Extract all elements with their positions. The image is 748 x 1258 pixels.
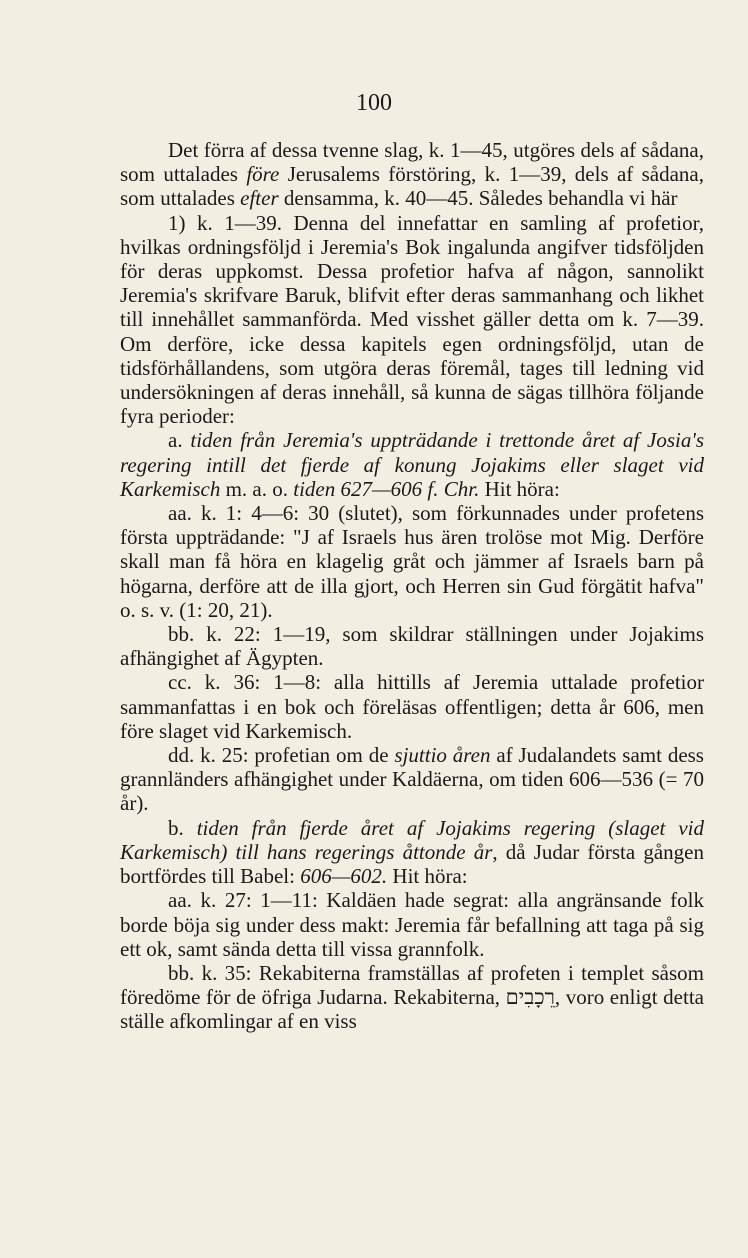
- paragraph-intro: [120, 138, 704, 211]
- paragraph-period-a: [120, 428, 704, 501]
- paragraph-dd: [120, 743, 704, 816]
- text-run: Hit höra:: [479, 476, 560, 501]
- text-run: Det förra af dessa tvenne slag, k. 1—45, utgöres dels af sådana, som uttalades: [120, 138, 704, 187]
- emphasis: före: [246, 162, 280, 187]
- paragraph-section-1: 1) k. 1—39. Denna del innefattar en samling af profetior, hvilkas ordningsföljd i Jeremia's Bok ingalunda angifver tidsföljden för deras uppkomst. Dessa profetior hafva af någon, sannolikt Jeremia's skrifvare Baruk, blifvit efter deras sammanhang och likhet till innehållet sammanförda. Med visshet gäller detta om k. 7—39. Om derföre, icke dessa kapitels egen ordningsföljd, utan de tidsförhållandens, som utgöra deras föremål, tages till ledning vid undersökningen af deras innehåll, så kunna de sägas tillhöra följande fyra perioder:: [120, 210, 704, 429]
- page-number: 100: [356, 90, 392, 116]
- paragraph-cc: cc. k. 36: 1—8: alla hittills af Jeremia uttalade profetior sammanfattas i en bok och föreläsas offentligen; detta år 606, men före slaget vid Karkemisch.: [120, 670, 704, 743]
- emphasis: 606—602.: [300, 864, 388, 889]
- emphasis: sjuttio åren: [394, 743, 491, 768]
- emphasis: tiden 627—606 f. Chr.: [293, 476, 480, 501]
- emphasis: tiden från Jeremia's uppträdande i trettonde året af Josia's regering intill det fjerde af konung Jojakims eller slaget vid Karkemisch: [120, 428, 704, 501]
- paragraph-period-b: [120, 816, 704, 889]
- paragraph-b-bb: bb. k. 35: Rekabiterna framställas af profeten i templet såsom föredöme för de öfriga Judarna. Rekabiterna, רֵכָבִים, voro enligt detta ställe afkomlingar af en viss: [120, 960, 704, 1034]
- text-run: dd. k. 25: profetian om de: [168, 743, 395, 768]
- text-run: a.: [168, 428, 191, 453]
- text-run: af Judalandets samt dess grannländers afhängighet under Kaldäerna, om tiden 606—536 (= 70 år).: [120, 743, 704, 816]
- emphasis: tiden från fjerde året af Jojakims regering (slaget vid Karkemisch) till hans regerings åttonde år: [120, 815, 704, 864]
- emphasis: efter: [240, 186, 279, 211]
- text-run: b.: [168, 815, 197, 840]
- text-run: , då Judar första gången bortfördes till Babel:: [120, 839, 704, 889]
- body-text: [120, 138, 704, 1034]
- text-run: m. a. o.: [220, 476, 294, 501]
- paragraph-aa: aa. k. 1: 4—6: 30 (slutet), som förkunnades under profetens första uppträdande: "J af Israels hus ären trolöse mot Mig. Derföre skall man få höra en klagelig gråt och jämmer af Israels barn på högarna, derföre att de illa gjort, och Herren sin Gud förgätit hafva" o. s. v. (1: 20, 21).: [120, 501, 704, 622]
- paragraph-b-aa: aa. k. 27: 1—11: Kaldäen hade segrat: alla angränsande folk borde böja sig under dess makt: Jeremia får befallning att taga på sig ett ok, samt sända detta till vissa grannfolk.: [120, 888, 704, 961]
- text-run: densamma, k. 40—45. Således behandla vi här: [278, 186, 678, 211]
- paragraph-bb: bb. k. 22: 1—19, som skildrar ställningen under Jojakims afhängighet af Ägypten.: [120, 622, 704, 671]
- text-run: Jerusalems förstöring, k. 1—39, dels af sådana, som uttalades: [120, 162, 704, 211]
- text-run: Hit höra:: [387, 864, 468, 889]
